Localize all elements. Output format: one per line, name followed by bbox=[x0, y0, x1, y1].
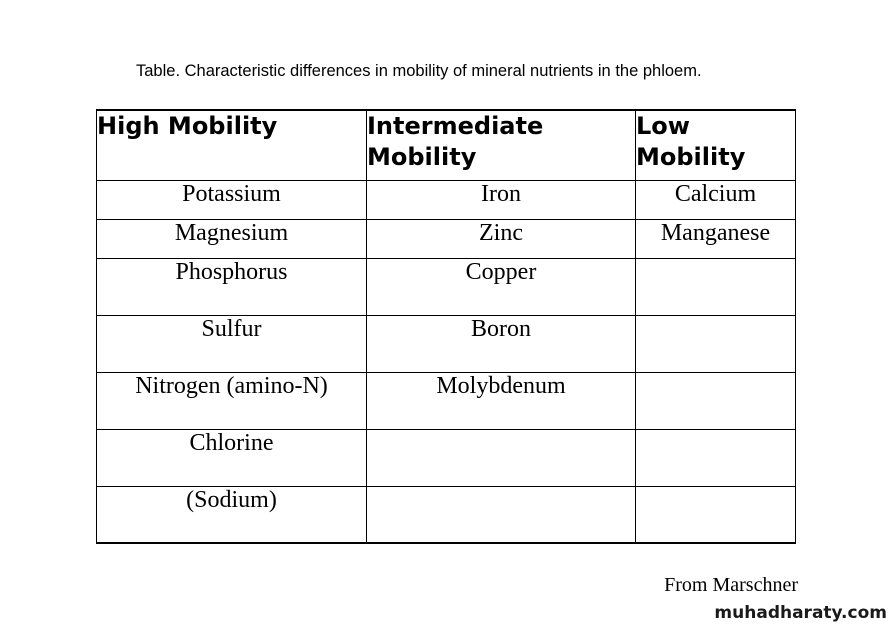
cell-intermediate bbox=[367, 429, 636, 486]
header-intermediate-line-1: Intermediate bbox=[367, 112, 544, 140]
table-header-row bbox=[97, 110, 796, 180]
cell-high: Nitrogen (amino-N) bbox=[97, 372, 367, 429]
cell-intermediate: Zinc bbox=[367, 219, 636, 258]
table-row bbox=[97, 486, 796, 543]
site-watermark: muhadharaty.com bbox=[714, 603, 887, 623]
cell-high: (Sodium) bbox=[97, 486, 367, 543]
header-low-line-1: Low bbox=[636, 112, 690, 140]
header-low-mobility bbox=[636, 110, 796, 180]
header-low-line-2: Mobility bbox=[636, 143, 746, 171]
cell-intermediate: Boron bbox=[367, 315, 636, 372]
cell-high: Magnesium bbox=[97, 219, 367, 258]
cell-high: Chlorine bbox=[97, 429, 367, 486]
header-high-mobility bbox=[97, 110, 367, 180]
header-high-line-1: High Mobility bbox=[97, 112, 278, 140]
table-row bbox=[97, 315, 796, 372]
cell-intermediate: Molybdenum bbox=[367, 372, 636, 429]
cell-high: Phosphorus bbox=[97, 258, 367, 315]
cell-intermediate: Copper bbox=[367, 258, 636, 315]
cell-low bbox=[636, 429, 796, 486]
cell-low bbox=[636, 486, 796, 543]
table-row bbox=[97, 219, 796, 258]
cell-low: Calcium bbox=[636, 180, 796, 219]
cell-low: Manganese bbox=[636, 219, 796, 258]
header-intermediate-mobility bbox=[367, 110, 636, 180]
table-row bbox=[97, 429, 796, 486]
table-row bbox=[97, 372, 796, 429]
cell-high: Sulfur bbox=[97, 315, 367, 372]
table-row bbox=[97, 180, 796, 219]
cell-low bbox=[636, 315, 796, 372]
table-row bbox=[97, 258, 796, 315]
mobility-table bbox=[96, 109, 796, 544]
cell-low bbox=[636, 372, 796, 429]
table-caption: Table. Characteristic differences in mobility of mineral nutrients in the phloem. bbox=[136, 62, 702, 80]
cell-low bbox=[636, 258, 796, 315]
cell-high: Potassium bbox=[97, 180, 367, 219]
cell-intermediate: Iron bbox=[367, 180, 636, 219]
source-credit: From Marschner bbox=[664, 574, 798, 596]
header-intermediate-line-2: Mobility bbox=[367, 143, 477, 171]
cell-intermediate bbox=[367, 486, 636, 543]
